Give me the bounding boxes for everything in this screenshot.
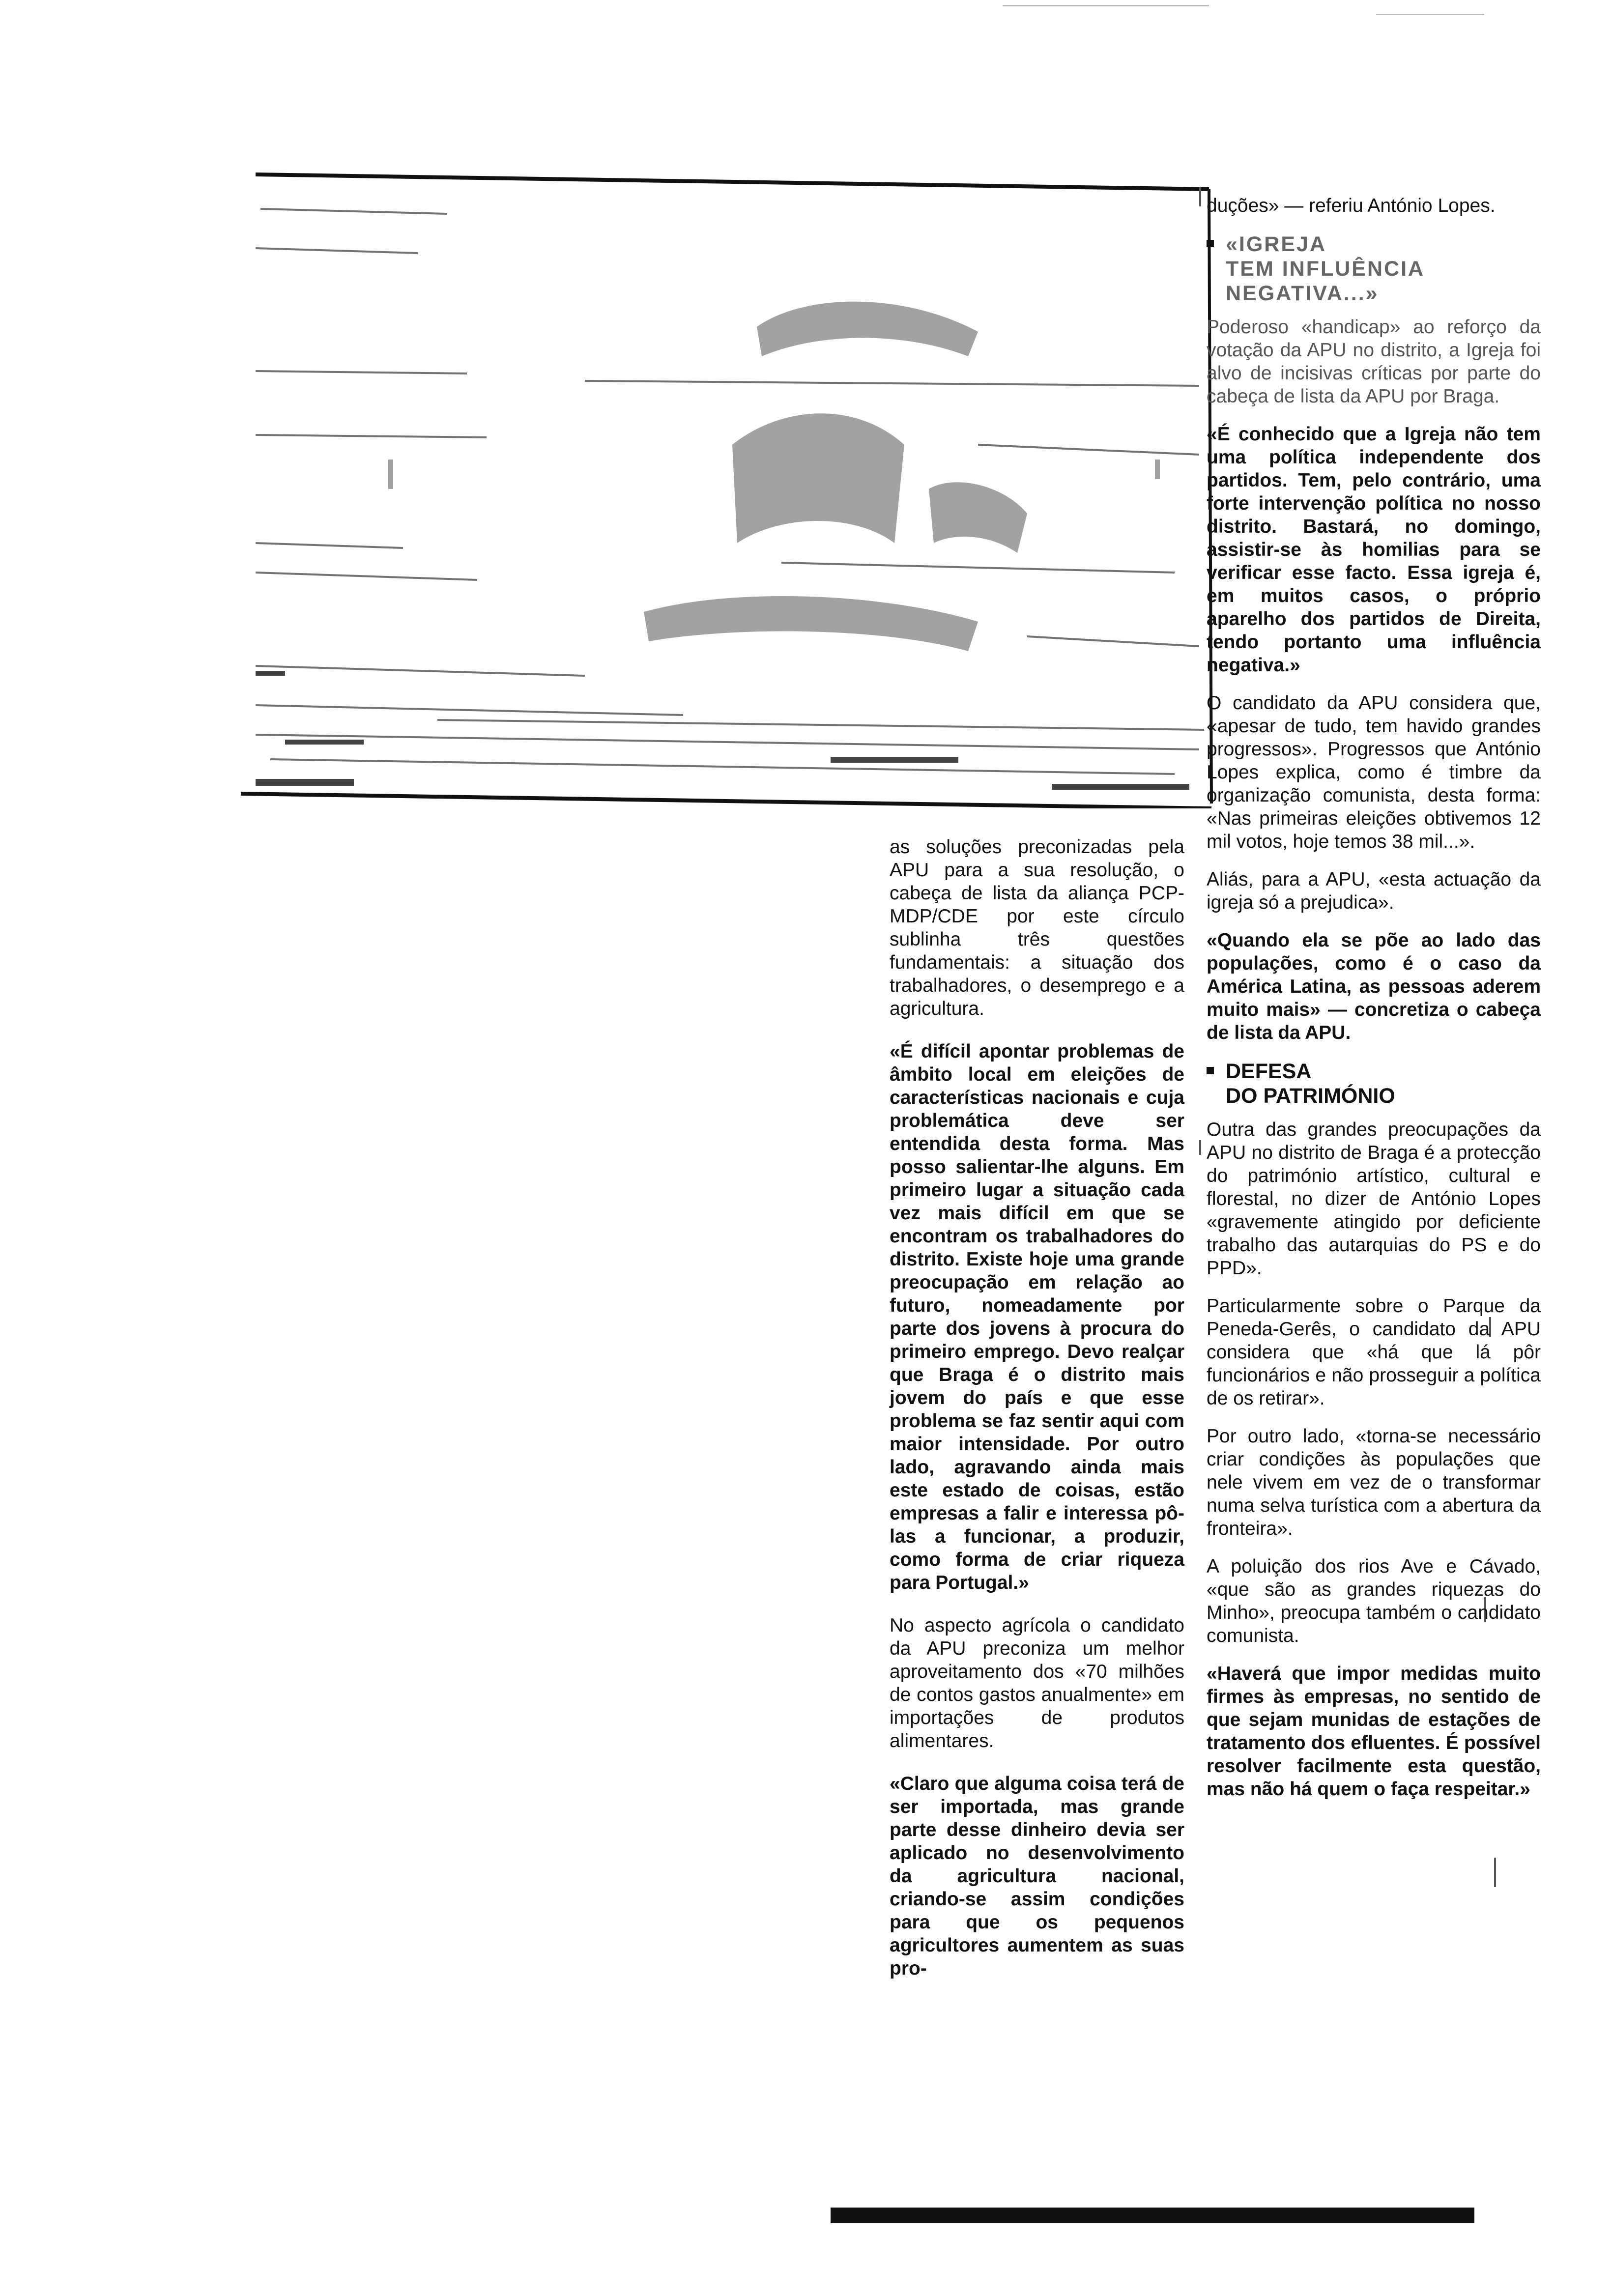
bullet-icon [1207,1067,1214,1074]
paragraph: O candidato da APU considera que, «apesar de tudo, tem havido grandes progressos». Progressos que António Lopes explica, como é timbre da organização comunista, desta forma: «Nas primeiras eleições obtivemos 12 mil votos, hoje temos 38 mil...». [1207,692,1541,852]
bottom-rule [831,2208,1474,2223]
paragraph: Poderoso «handicap» ao reforço da votação da APU no distrito, a Igreja foi alvo de incisivas críticas por parte do cabeça de lista da APU por Braga. [1207,316,1541,407]
paragraph: Particularmente sobre o Parque da Peneda-Gerês, o candidato da APU considera que «há que lá pôr funcionários e não prosseguir a política de os retirar». [1207,1295,1541,1409]
article-column-right [1207,194,1541,1815]
article-column-middle [890,835,1184,1995]
paragraph: Outra das grandes preocupações da APU no distrito de Braga é a protecção do património artístico, cultural e florestal, no dizer de António Lopes «gravemente atingido por deficiente trabalho das autarquias do PS e do PPD». [1207,1119,1541,1279]
section-heading-patrimonio: DEFESA DO PATRIMÓNIO [1207,1059,1541,1108]
paragraph: duções» — referiu António Lopes. [1207,195,1496,216]
section-heading-igreja: «IGREJA TEM INFLUÊNCIA NEGATIVA...» [1207,232,1541,306]
paragraph: A poluição dos rios Ave e Cávado, «que são as grandes riquezas do Minho», preocupa também o candidato comunista. [1207,1556,1541,1646]
paragraph: No aspecto agrícola o candidato da APU preconiza um melhor aproveitamento dos «70 milhões de contos gastos anualmente» em importações de produtos alimentares. [890,1615,1184,1751]
paragraph: as soluções preconizadas pela APU para a sua resolução, o cabeça de lista da aliança PCP-MDP/CDE por este círculo sublinha três questões fundamentais: a situação dos trabalhadores, o desemprego e a agricultura. [890,836,1184,1019]
paragraph: Por outro lado, «torna-se necessário criar condições às populações que nele vivem em vez de o transformar numa selva turística com a abertura da fronteira». [1207,1426,1541,1539]
bullet-icon [1207,240,1214,247]
quote-paragraph: «Haverá que impor medidas muito firmes às empresas, no sentido de que sejam munidas de estações de tratamento dos efluentes. É possível resolver facilmente esta questão, mas não há quem o faça respeitar.» [1207,1663,1541,1800]
column-rule [1494,1858,1496,1887]
scan-mark [1376,14,1484,15]
paragraph: Aliás, para a APU, «esta actuação da igreja só a prejudica». [1207,869,1541,913]
quote-paragraph: «Quando ela se põe ao lado das populações, como é o caso da América Latina, as pessoas aderem muito mais» — concretiza o cabeça de lista da APU. [1207,930,1541,1043]
quote-paragraph: «É difícil apontar problemas de âmbito local em eleições de características nacionais e cuja problemática deve ser entendida desta forma. Mas posso salientar-lhe alguns. Em primeiro lugar a situação cada vez mais difícil em que se encontram os trabalhadores do distrito. Existe hoje uma grande preocupação em relação ao futuro, nomeadamente por parte dos jovens à procura do primeiro emprego. Devo realçar que Braga é o distrito mais jovem do país e que esse problema se faz sentir aqui com maior intensidade. Por outro lado, agravando ainda mais este estado de coisas, estão empresas a falir e interessa pô-las a funcionar, a produzir, como forma de criar riqueza para Portugal.» [890,1041,1184,1593]
column-rule [1199,1140,1201,1155]
column-rule [1199,187,1201,206]
quote-paragraph: «Claro que alguma coisa terá de ser importada, mas grande parte desse dinheiro devia ser aplicado no desenvolvimento da agricultura nacional, criando-se assim condições para que os pequenos agricultores aumentem as suas pro- [890,1773,1184,1979]
quote-paragraph: «É conhecido que a Igreja não tem uma política independente dos partidos. Tem, pelo contrário, uma forte intervenção política no nosso distrito. Bastará, no domingo, assistir-se às homilias para se verificar esse facto. Essa igreja é, em muitos casos, o próprio aparelho dos partidos de Direita, tendo portanto uma influência negativa.» [1207,424,1541,676]
article-photo [241,170,1224,808]
scan-mark [1003,5,1209,6]
